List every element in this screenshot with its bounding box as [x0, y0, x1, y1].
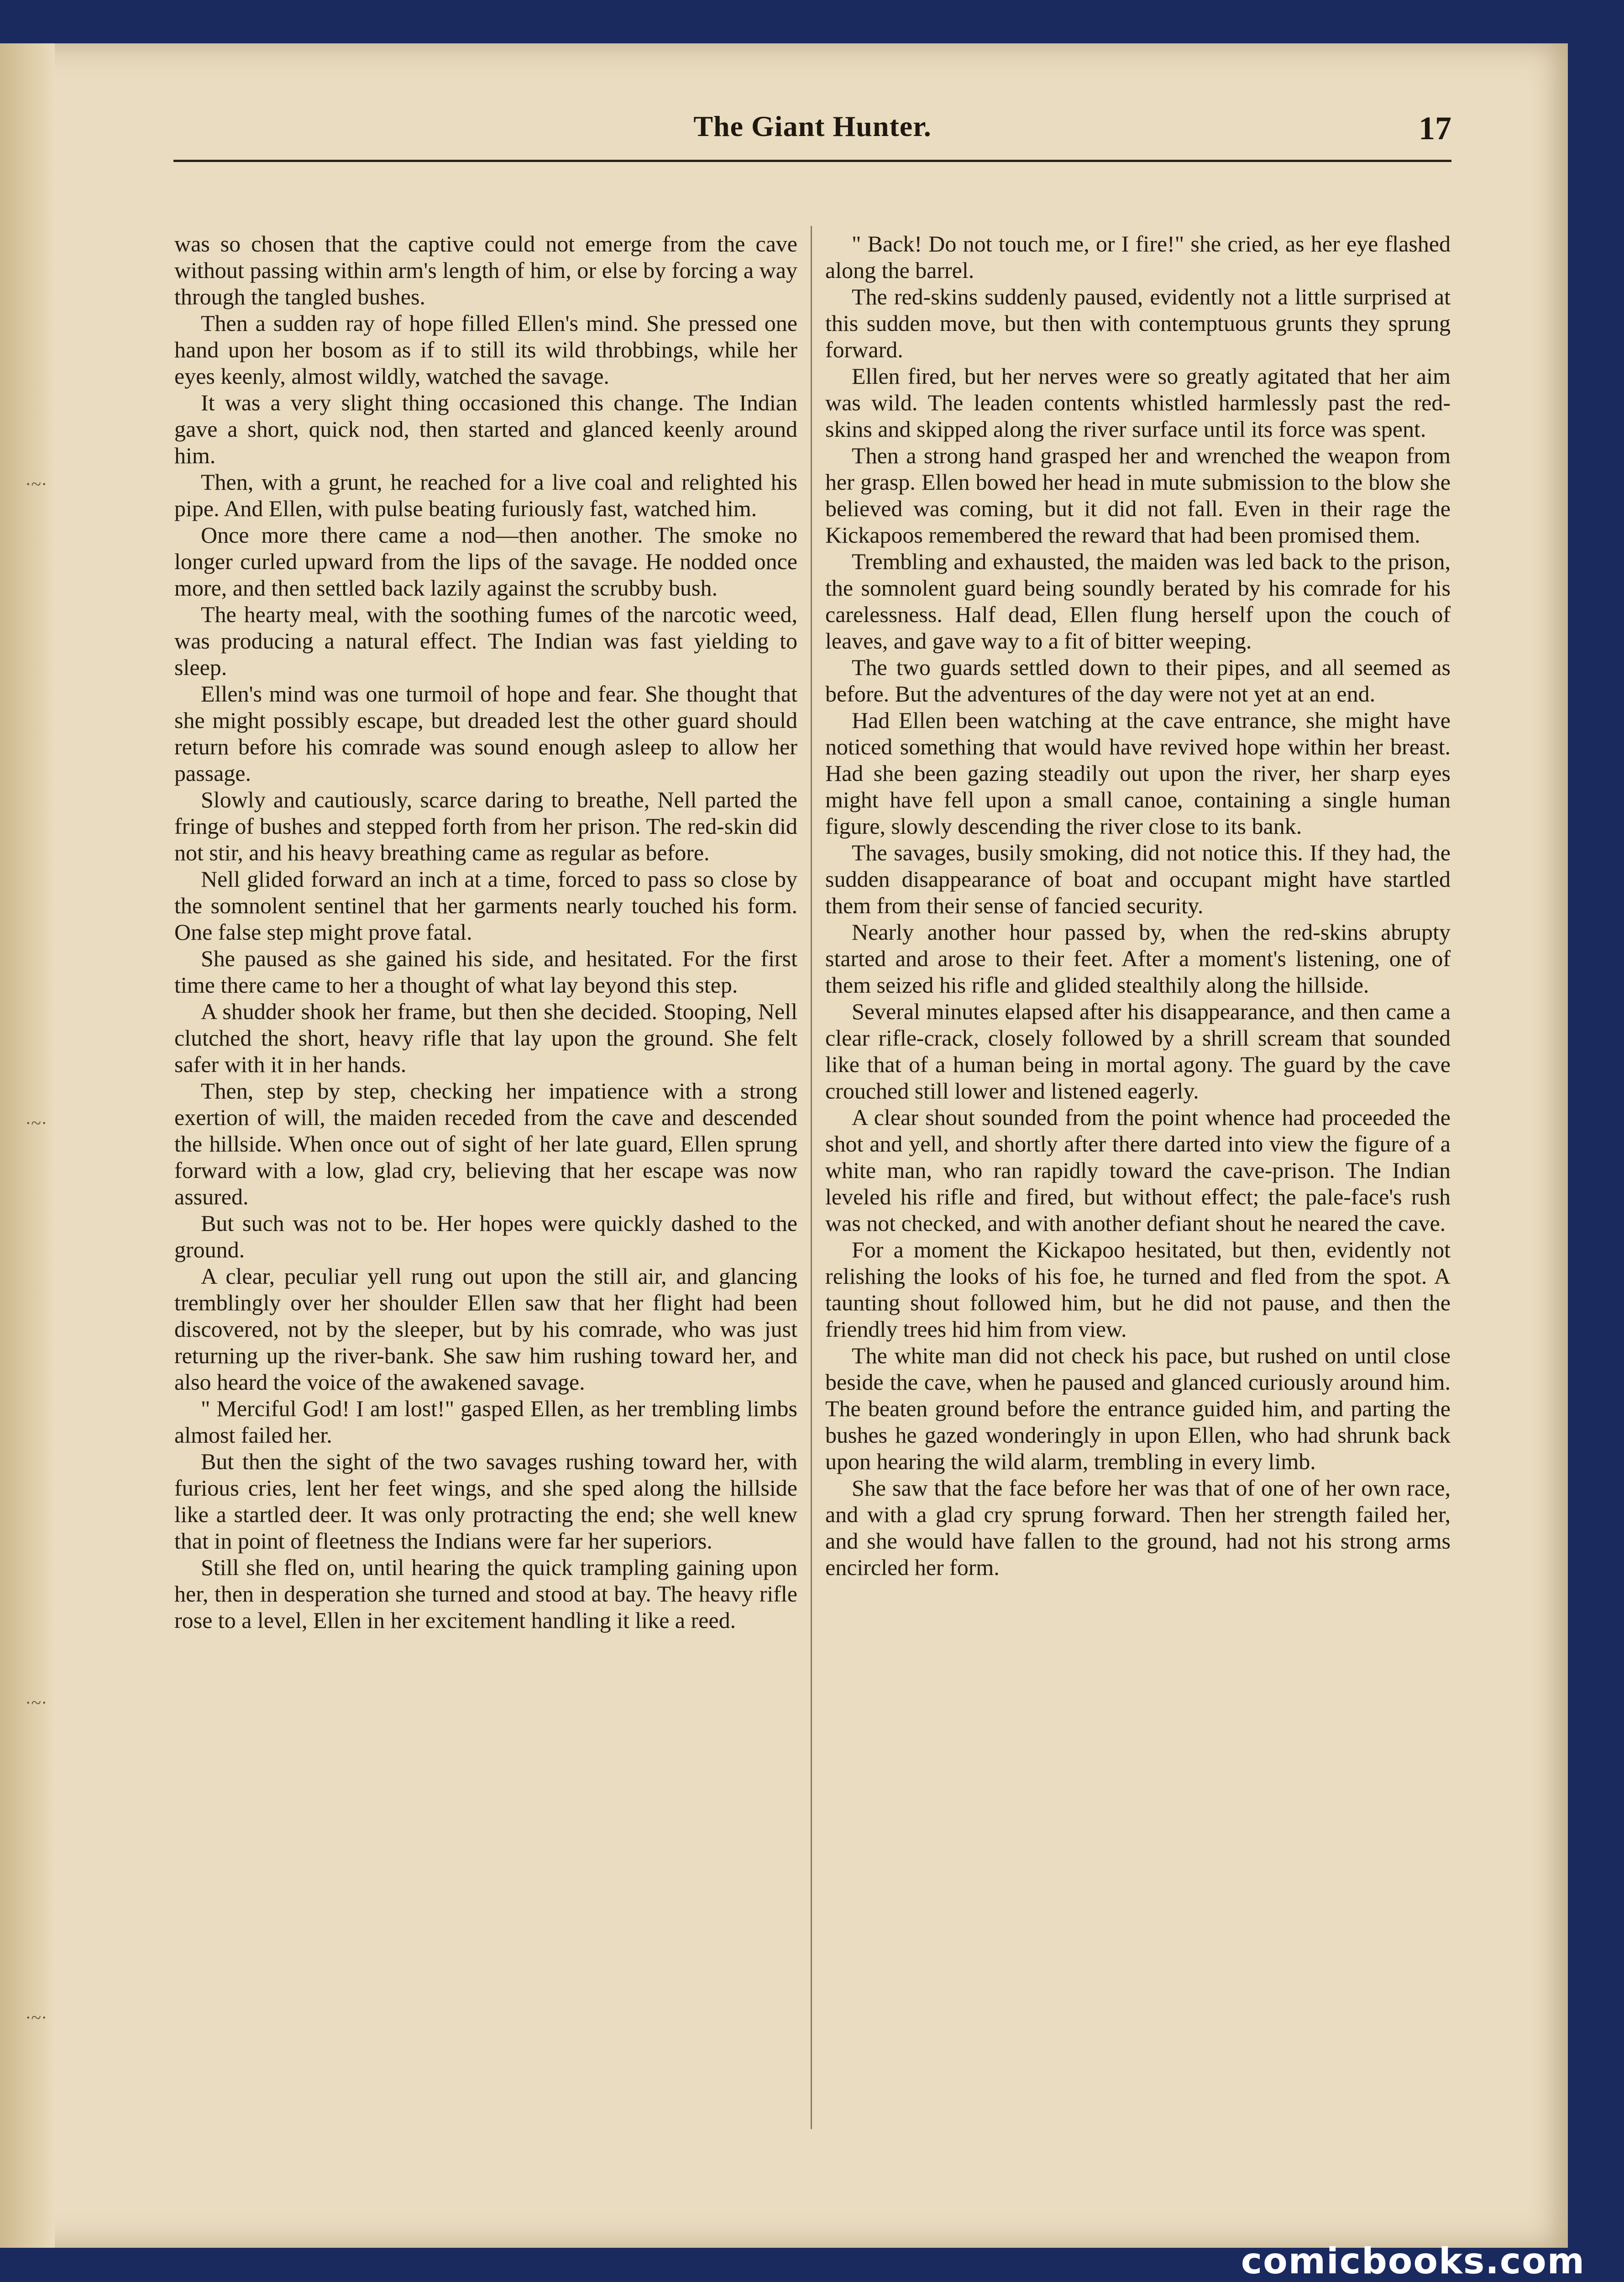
running-title: The Giant Hunter.	[693, 110, 932, 142]
paragraph: Then, with a grunt, he reached for a live coal and relighted his pipe. And Ellen, with pulse beating furiously fast, watched him.	[174, 469, 797, 521]
column-divider	[811, 226, 812, 2129]
paragraph: Had Ellen been watching at the cave entrance, she might have noticed something that would have revived hope within her breast. Had she been gazing steadily out upon the river, her sharp eyes might have fell upon a small canoe, containing a single human figure, slowly descending the river close to its bank.	[825, 707, 1451, 839]
paragraph: Once more there came a nod—then another. The smoke no longer curled upward from the lips of the savage. He nodded once more, and then settled back lazily against the scrubby bush.	[174, 522, 797, 601]
paragraph: A shudder shook her frame, but then she decided. Stooping, Nell clutched the short, heavy rifle that lay upon the ground. She felt safer with it in her hands.	[174, 999, 797, 1077]
paragraph: Slowly and cautiously, scarce daring to breathe, Nell parted the fringe of bushes and stepped forth from her prison. The red-skin did not stir, and his heavy breathing came as regular as before.	[174, 787, 797, 865]
paragraph: Trembling and exhausted, the maiden was led back to the prison, the somnolent guard being soundly berated by his comrade for his carelessness. Half dead, Ellen flung herself upon the couch of leaves, and gave way to a fit of bitter weeping.	[825, 549, 1451, 654]
paragraph: The white man did not check his pace, but rushed on until close beside the cave, when he paused and glanced curiously around him. The beaten ground before the entrance guided him, and parting the bushes he gazed wonderingly in upon Ellen, who had shrunk back upon hearing the wild alarm, trembling in every limb.	[825, 1343, 1451, 1474]
page-number: 17	[1419, 110, 1451, 147]
paragraph: Still she fled on, until hearing the quick trampling gaining upon her, then in desperation she turned and stood at bay. The heavy rifle rose to a level, Ellen in her excitement handling it like a reed.	[174, 1554, 797, 1633]
paragraph: But such was not to be. Her hopes were quickly dashed to the ground.	[174, 1210, 797, 1262]
header-rule	[173, 160, 1451, 162]
paragraph: She paused as she gained his side, and hesitated. For the first time there came to her a thought of what lay beyond this step.	[174, 946, 797, 998]
paragraph: A clear shout sounded from the point whence had proceeded the shot and yell, and shortly after there darted into view the figure of a white man, who ran rapidly toward the cave-prison. The Indian leveled his rifle and fired, but without effect; the pale-face's rush was not checked, and with another defiant shout he neared the cave.	[825, 1104, 1451, 1236]
paragraph: The two guards settled down to their pipes, and all seemed as before. But the adventures of the day were not yet at an end.	[825, 654, 1451, 707]
paragraph: Then a strong hand grasped her and wrenched the weapon from her grasp. Ellen bowed her head in mute submission to the blow she believed was coming, but it did not fall. Even in their rage the Kickapoos remembered the reward that had been promised them.	[825, 443, 1451, 548]
paragraph: For a moment the Kickapoo hesitated, but then, evidently not relishing the looks of his foe, he turned and fled from the spot. A taunting shout followed him, but he did not pause, and then the friendly trees hid him from view.	[825, 1237, 1451, 1342]
paragraph: The hearty meal, with the soothing fumes of the narcotic weed, was producing a natural effect. The Indian was fast yielding to sleep.	[174, 602, 797, 680]
right-column	[825, 230, 1451, 1581]
paragraph: She saw that the face before her was that of one of her own race, and with a glad cry sprung forward. Then her strength failed her, and she would have fallen to the ground, had not his strong arms encircled her form.	[825, 1475, 1451, 1580]
paragraph: Nell glided forward an inch at a time, forced to pass so close by the somnolent sentinel that her garments nearly touched his form. One false step might prove fatal.	[174, 866, 797, 945]
paragraph: " Back! Do not touch me, or I fire!" she cried, as her eye flashed along the barrel.	[825, 231, 1451, 283]
left-column	[174, 230, 797, 1633]
stitch-mark: ·~·	[25, 1113, 47, 1133]
paragraph: A clear, peculiar yell rung out upon the still air, and glancing tremblingly over her shoulder Ellen saw that her flight had been discovered, not by the sleeper, but by his comrade, who was just returning up the river-bank. She saw him rushing toward her, and also heard the voice of the awakened savage.	[174, 1263, 797, 1395]
paragraph: Ellen's mind was one turmoil of hope and fear. She thought that she might possibly escape, but dreaded lest the other guard should return before his comrade was sound enough asleep to allow her passage.	[174, 681, 797, 786]
stitch-mark: ·~·	[25, 2007, 47, 2028]
stitch-mark: ·~·	[25, 1692, 47, 1713]
paragraph: But then the sight of the two savages rushing toward her, with furious cries, lent her feet wings, and she sped along the hillside like a startled deer. It was only protracting the end; she well knew that in point of fleetness the Indians were far her superiors.	[174, 1449, 797, 1554]
page-header	[173, 110, 1451, 160]
paragraph: The red-skins suddenly paused, evidently not a little surprised at this sudden move, but then with contemptuous grunts they sprung forward.	[825, 284, 1451, 362]
stitch-mark: ·~·	[25, 474, 47, 494]
watermark: comicbooks.com	[1241, 2241, 1585, 2282]
paragraph: It was a very slight thing occasioned this change. The Indian gave a short, quick nod, then started and glanced keenly around him.	[174, 390, 797, 468]
paragraph: Nearly another hour passed by, when the red-skins abrupty started and arose to their feet. After a moment's listening, one of them seized his rifle and glided stealthily along the hillside.	[825, 919, 1451, 998]
paragraph: Then, step by step, checking her impatience with a strong exertion of will, the maiden receded from the cave and descended the hillside. When once out of sight of her late guard, Ellen sprung forward with a low, glad cry, believing that her escape was now assured.	[174, 1078, 797, 1209]
page-spine	[0, 43, 55, 2248]
paragraph: Ellen fired, but her nerves were so greatly agitated that her aim was wild. The leaden contents whistled harmlessly past the red-skins and skipped along the river surface until its force was spent.	[825, 363, 1451, 442]
paragraph: Several minutes elapsed after his disappearance, and then came a clear rifle-crack, closely followed by a shrill scream that sounded like that of a human being in mortal agony. The guard by the cave crouched still lower and listened eagerly.	[825, 999, 1451, 1104]
paragraph: " Merciful God! I am lost!" gasped Ellen, as her trembling limbs almost failed her.	[174, 1396, 797, 1448]
paragraph: The savages, busily smoking, did not notice this. If they had, the sudden disappearance of boat and occupant might have startled them from their sense of fancied security.	[825, 840, 1451, 918]
paragraph: Then a sudden ray of hope filled Ellen's mind. She pressed one hand upon her bosom as if to still its wild throbbings, while her eyes keenly, almost wildly, watched the savage.	[174, 310, 797, 389]
paragraph: was so chosen that the captive could not emerge from the cave without passing within arm's length of him, or else by forcing a way through the tangled bushes.	[174, 231, 797, 309]
